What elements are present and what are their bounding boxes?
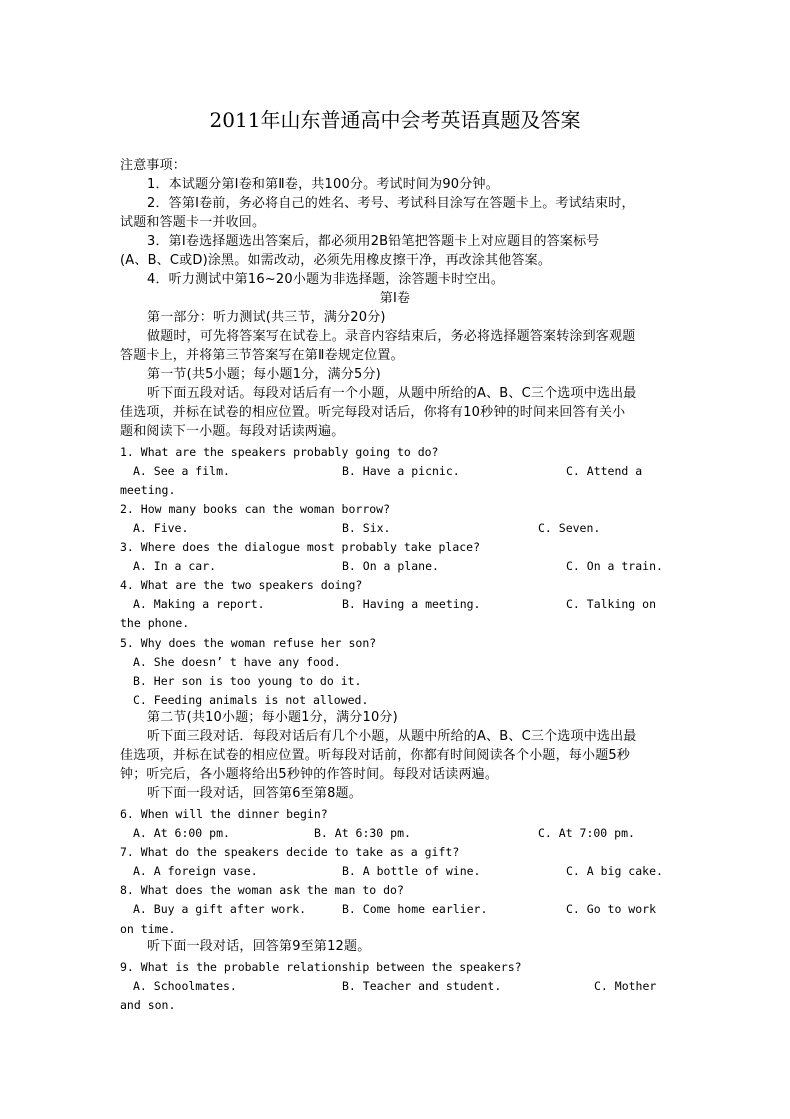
question-9: 9. What is the probable relationship between the speakers? (120, 960, 522, 974)
question-8-option-c: C. Go to work (566, 902, 657, 916)
notice-heading: 注意事项： (120, 158, 187, 173)
page-title: 2011年山东普通高中会考英语真题及答案 (209, 108, 581, 132)
question-1: 1. What are the speakers probably going to do? (120, 445, 439, 459)
question-8-option-b: B. Come home earlier. (342, 902, 488, 916)
question-5-option-c: C. Feeding animals is not allowed. (133, 693, 369, 707)
section-two-intro-line-2: 佳选项，并标在试卷的相应位置。听每段对话前，你都有时间阅读各个小题，每小题5秒 (120, 748, 631, 763)
notice-item-2-line-2: 试题和答题卡一并收回。 (120, 215, 266, 230)
question-4-option-c: C. Talking on (566, 597, 657, 611)
question-9-option-c-cont: and son. (120, 998, 176, 1012)
question-4-option-a: A. Making a report. (133, 597, 265, 611)
section-two-intro-line-1: 听下面三段对话．每段对话后有几个小题，从题中所给的A、B、C三个选项中选出最 (147, 729, 637, 744)
dialog-one-instruction: 听下面一段对话，回答第6至第8题。 (147, 786, 362, 801)
question-8: 8. What does the woman ask the man to do? (120, 883, 404, 897)
question-6-option-b: B. At 6:30 pm. (314, 826, 411, 840)
question-8-option-c-cont: on time. (120, 922, 176, 936)
question-7-option-c: C. A big cake. (566, 864, 663, 878)
question-2: 2. How many books can the woman borrow? (120, 502, 391, 516)
question-9-option-b: B. Teacher and student. (342, 979, 502, 993)
question-3-option-b: B. On a plane. (342, 559, 439, 573)
question-1-option-c-cont: meeting. (120, 483, 176, 497)
question-4-option-c-cont: the phone. (120, 616, 190, 630)
question-2-option-b: B. Six. (342, 521, 391, 535)
question-5-option-a: A. She doesn’ t have any food. (133, 655, 341, 669)
section-two-intro-line-3: 钟；听完后，各小题将给出5秒钟的作答时间。每段对话读两遍。 (120, 767, 499, 782)
question-4-option-b: B. Having a meeting. (342, 597, 481, 611)
question-2-option-c: C. Seven. (538, 521, 601, 535)
question-4: 4. What are the two speakers doing? (120, 578, 363, 592)
question-7: 7. What do the speakers decide to take as a gift? (120, 845, 460, 859)
part-one-heading: 第一部分：听力测试(共三节，满分20分) (147, 310, 386, 325)
section-one-intro-line-3: 题和阅读下一小题。每段对话读两遍。 (120, 424, 345, 439)
question-6-option-c: C. At 7:00 pm. (538, 826, 635, 840)
notice-item-2-line-1: 2．答第Ⅰ卷前，务必将自己的姓名、考号、考试科目涂写在答题卡上。考试结束时， (147, 196, 635, 211)
question-9-option-a: A. Schoolmates. (133, 979, 237, 993)
section-one-intro-line-2: 佳选项，并标在试卷的相应位置。听完每段对话后，你将有10秒钟的时间来回答有关小 (120, 405, 626, 420)
part-one-intro-line-1: 做题时，可先将答案写在试卷上。录音内容结束后，务必将选择题答案转涂到客观题 (147, 329, 636, 344)
question-6: 6. When will the dinner begin? (120, 807, 328, 821)
notice-item-1: 1．本试题分第Ⅰ卷和第Ⅱ卷，共100分。考试时间为90分钟。 (147, 177, 499, 192)
question-3-option-c: C. On a train. (566, 559, 663, 573)
question-5-option-b: B. Her son is too young to do it. (133, 674, 362, 688)
section-one-intro-line-1: 听下面五段对话。每段对话后有一个小题，从题中所给的A、B、C三个选项中选出最 (147, 386, 637, 401)
volume-one-heading: 第Ⅰ卷 (379, 291, 411, 306)
notice-item-4: 4．听力测试中第16~20小题为非选择题，涂答题卡时空出。 (147, 272, 505, 287)
question-7-option-a: A. A foreign vase. (133, 864, 258, 878)
question-1-option-a: A. See a film. (133, 464, 230, 478)
question-2-option-a: A. Five. (133, 521, 189, 535)
question-9-option-c: C. Mother (594, 979, 657, 993)
dialog-two-instruction: 听下面一段对话，回答第9至第12题。 (147, 939, 371, 954)
section-one-heading: 第一节(共5小题；每小题1分，满分5分) (147, 367, 381, 382)
question-1-option-b: B. Have a picnic. (342, 464, 460, 478)
part-one-intro-line-2: 答题卡上，并将第三节答案写在第Ⅱ卷规定位置。 (120, 348, 404, 363)
question-8-option-a: A. Buy a gift after work. (133, 902, 307, 916)
question-3: 3. Where does the dialogue most probably take place? (120, 540, 481, 554)
question-7-option-b: B. A bottle of wine. (342, 864, 481, 878)
question-6-option-a: A. At 6:00 pm. (133, 826, 230, 840)
notice-item-3-line-1: 3．第Ⅰ卷选择题选出答案后，都必须用2B铅笔把答题卡上对应题目的答案标号 (147, 234, 600, 249)
question-5: 5. Why does the woman refuse her son? (120, 636, 377, 650)
question-3-option-a: A. In a car. (133, 559, 217, 573)
notice-item-3-line-2: (A、B、C或D)涂黑。如需改动，必须先用橡皮擦干净，再改涂其他答案。 (120, 253, 552, 268)
section-two-heading: 第二节(共10小题；每小题1分，满分10分) (147, 710, 398, 725)
question-1-option-c: C. Attend a (566, 464, 643, 478)
